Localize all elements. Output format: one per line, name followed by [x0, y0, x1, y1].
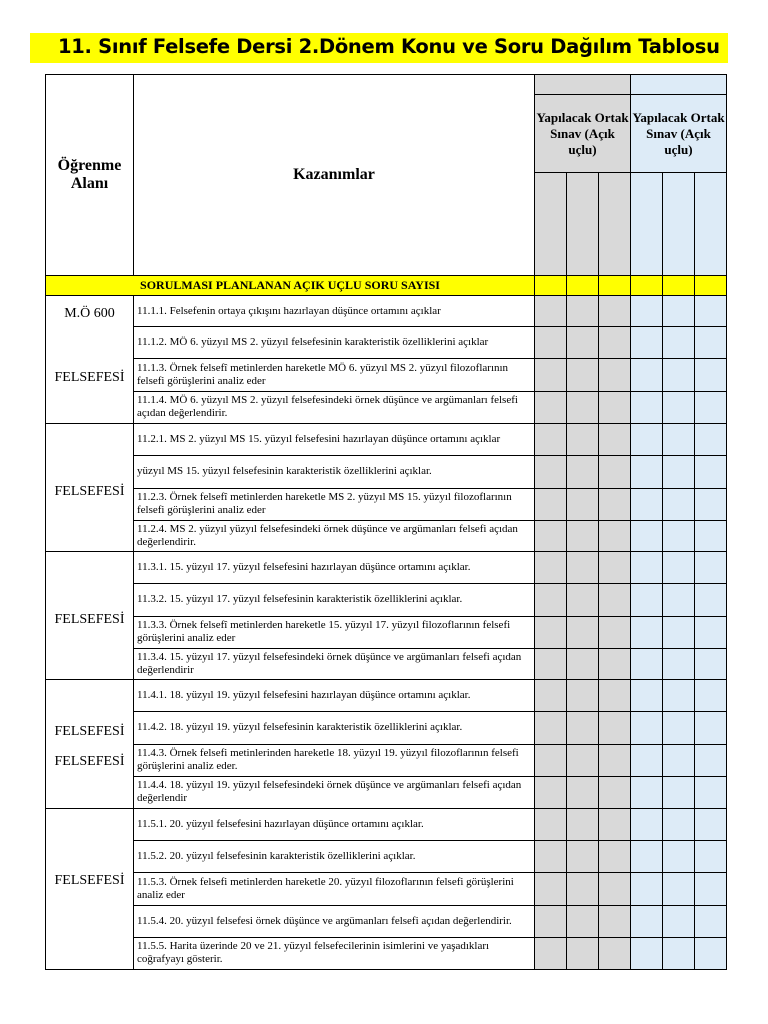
- learning-area-label: FELSEFESİ: [54, 612, 125, 627]
- header-cell: [631, 173, 663, 276]
- exam2-count-cell[interactable]: [631, 424, 663, 456]
- exam2-count-cell[interactable]: [631, 937, 663, 969]
- exam2-count-cell[interactable]: [663, 296, 695, 327]
- exam1-count-cell[interactable]: [599, 648, 631, 679]
- exam2-count-cell[interactable]: [663, 488, 695, 520]
- exam2-count-cell[interactable]: [663, 712, 695, 744]
- planned-cell[interactable]: [695, 276, 727, 296]
- header-exam1: Yapılacak Ortak Sınav (Açık uçlu): [535, 95, 631, 173]
- exam1-count-cell[interactable]: [567, 841, 599, 873]
- learning-area-group-4: [46, 680, 134, 809]
- outcome-text: 11.2.3. Örnek felsefî metinlerden hareketle MS 2. yüzyıl MS 15. yüzyıl filozoflarının felsefi görüşlerini analiz eder: [134, 488, 535, 520]
- exam2-count-cell[interactable]: [695, 873, 727, 905]
- exam2-count-cell[interactable]: [695, 296, 727, 327]
- exam1-count-cell[interactable]: [599, 584, 631, 616]
- outcome-text: 11.3.4. 15. yüzyıl 17. yüzyıl felsefesindeki örnek düşünce ve argümanları felsefi açıdan değerlendirir: [134, 648, 535, 679]
- outcome-text: 11.5.1. 20. yüzyıl felsefesini hazırlayan düşünce ortamını açıklar.: [134, 809, 535, 841]
- outcome-text: 11.1.2. MÖ 6. yüzyıl MS 2. yüzyıl felsefesinin karakteristik özelliklerini açıklar: [134, 327, 535, 359]
- exam1-count-cell[interactable]: [599, 873, 631, 905]
- outcome-text: 11.4.4. 18. yüzyıl 19. yüzyıl felsefesindeki örnek düşünce ve argümanları felsefi açıdan değerlendir: [134, 776, 535, 808]
- table-row: [46, 584, 727, 616]
- exam1-count-cell[interactable]: [567, 327, 599, 359]
- exam1-count-cell[interactable]: [567, 648, 599, 679]
- exam1-count-cell[interactable]: [535, 584, 567, 616]
- exam2-count-cell[interactable]: [663, 841, 695, 873]
- page-title: 11. Sınıf Felsefe Dersi 2.Dönem Konu ve Soru Dağılım Tablosu: [58, 35, 720, 58]
- exam1-count-cell[interactable]: [599, 327, 631, 359]
- learning-area-group-2: [46, 424, 134, 552]
- exam1-count-cell[interactable]: [567, 552, 599, 584]
- exam1-count-cell[interactable]: [567, 905, 599, 937]
- planned-cell[interactable]: [631, 276, 663, 296]
- exam2-count-cell[interactable]: [631, 552, 663, 584]
- exam2-count-cell[interactable]: [631, 873, 663, 905]
- exam1-count-cell[interactable]: [535, 327, 567, 359]
- outcome-text: 11.1.1. Felsefenin ortaya çıkışını hazırlayan düşünce ortamını açıklar: [134, 296, 535, 327]
- exam2-count-cell[interactable]: [631, 296, 663, 327]
- learning-area-label: FELSEFESİ: [54, 873, 125, 888]
- outcome-text: 11.5.4. 20. yüzyıl felsefesi örnek düşünce ve argümanları felsefi açıdan değerlendirir.: [134, 905, 535, 937]
- exam1-count-cell[interactable]: [535, 680, 567, 712]
- exam1-count-cell[interactable]: [535, 776, 567, 808]
- exam1-count-cell[interactable]: [567, 584, 599, 616]
- outcome-text: 11.2.1. MS 2. yüzyıl MS 15. yüzyıl felsefesini hazırlayan düşünce ortamını açıklar: [134, 424, 535, 456]
- table-row: [46, 841, 727, 873]
- header-cell: [663, 173, 695, 276]
- learning-area-group-1: [46, 296, 134, 424]
- planned-cell[interactable]: [535, 276, 567, 296]
- exam1-count-cell[interactable]: [599, 841, 631, 873]
- exam1-count-cell[interactable]: [567, 937, 599, 969]
- exam1-count-cell[interactable]: [567, 712, 599, 744]
- exam2-count-cell[interactable]: [695, 905, 727, 937]
- exam1-count-cell[interactable]: [535, 712, 567, 744]
- table-row: [46, 359, 727, 391]
- learning-area-label: FELSEFESİ: [54, 370, 125, 385]
- exam2-count-cell[interactable]: [695, 520, 727, 551]
- exam2-count-cell[interactable]: [695, 616, 727, 648]
- exam2-count-cell[interactable]: [663, 809, 695, 841]
- exam1-count-cell[interactable]: [535, 937, 567, 969]
- exam2-count-cell[interactable]: [695, 424, 727, 456]
- exam1-count-cell[interactable]: [567, 744, 599, 776]
- exam2-count-cell[interactable]: [631, 520, 663, 551]
- exam1-count-cell[interactable]: [567, 296, 599, 327]
- exam2-count-cell[interactable]: [631, 359, 663, 391]
- learning-area-label: FELSEFESİ: [54, 484, 125, 499]
- outcome-text: 11.2.4. MS 2. yüzyıl yüzyıl felsefesindeki örnek düşünce ve argümanları felsefi açıdan değerlendirir.: [134, 520, 535, 551]
- exam1-count-cell[interactable]: [567, 776, 599, 808]
- exam2-count-cell[interactable]: [631, 616, 663, 648]
- header-cell: [535, 173, 567, 276]
- exam2-count-cell[interactable]: [663, 327, 695, 359]
- learning-area-label: FELSEFESİ: [54, 754, 125, 769]
- distribution-table: [45, 74, 727, 970]
- exam2-count-cell[interactable]: [631, 648, 663, 679]
- table-row: [46, 616, 727, 648]
- exam2-count-cell[interactable]: [663, 520, 695, 551]
- table-row: [46, 296, 727, 327]
- exam2-count-cell[interactable]: [631, 712, 663, 744]
- planned-cell[interactable]: [663, 276, 695, 296]
- exam1-count-cell[interactable]: [535, 520, 567, 551]
- exam1-count-cell[interactable]: [599, 616, 631, 648]
- exam1-count-cell[interactable]: [535, 809, 567, 841]
- exam1-count-cell[interactable]: [535, 456, 567, 488]
- exam1-count-cell[interactable]: [535, 296, 567, 327]
- learning-area-group-3: [46, 552, 134, 680]
- exam1-count-cell[interactable]: [599, 488, 631, 520]
- exam2-count-cell[interactable]: [663, 680, 695, 712]
- exam1-count-cell[interactable]: [567, 873, 599, 905]
- table-row: [46, 680, 727, 712]
- exam1-count-cell[interactable]: [535, 424, 567, 456]
- header-exam2-top: [631, 75, 727, 95]
- exam2-count-cell[interactable]: [663, 456, 695, 488]
- exam1-count-cell[interactable]: [599, 359, 631, 391]
- exam1-count-cell[interactable]: [599, 296, 631, 327]
- planned-cell[interactable]: [599, 276, 631, 296]
- exam1-count-cell[interactable]: [535, 841, 567, 873]
- table-row: [46, 809, 727, 841]
- exam1-count-cell[interactable]: [599, 712, 631, 744]
- planned-cell[interactable]: [567, 276, 599, 296]
- exam2-count-cell[interactable]: [695, 744, 727, 776]
- exam2-count-cell[interactable]: [695, 680, 727, 712]
- exam1-count-cell[interactable]: [599, 776, 631, 808]
- exam1-count-cell[interactable]: [599, 680, 631, 712]
- header-exam2: Yapılacak Ortak Sınav (Açık uçlu): [631, 95, 727, 173]
- exam1-count-cell[interactable]: [567, 359, 599, 391]
- exam1-count-cell[interactable]: [535, 552, 567, 584]
- exam2-count-cell[interactable]: [663, 905, 695, 937]
- exam1-count-cell[interactable]: [567, 488, 599, 520]
- table-row: [46, 937, 727, 969]
- exam1-count-cell[interactable]: [535, 616, 567, 648]
- exam2-count-cell[interactable]: [631, 776, 663, 808]
- table-row: [46, 327, 727, 359]
- exam2-count-cell[interactable]: [695, 359, 727, 391]
- exam1-count-cell[interactable]: [535, 905, 567, 937]
- exam2-count-cell[interactable]: [631, 327, 663, 359]
- exam2-count-cell[interactable]: [631, 391, 663, 423]
- exam2-count-cell[interactable]: [663, 776, 695, 808]
- exam2-count-cell[interactable]: [663, 359, 695, 391]
- exam1-count-cell[interactable]: [535, 488, 567, 520]
- outcome-text: 11.5.3. Örnek felsefi metinlerden hareketle 20. yüzyıl filozoflarının felsefi görüşlerini analiz eder: [134, 873, 535, 905]
- exam2-count-cell[interactable]: [663, 648, 695, 679]
- exam2-count-cell[interactable]: [663, 616, 695, 648]
- exam1-count-cell[interactable]: [567, 456, 599, 488]
- exam1-count-cell[interactable]: [599, 552, 631, 584]
- planned-questions-label: SORULMASI PLANLANAN AÇIK UÇLU SORU SAYISI: [46, 276, 535, 296]
- exam2-count-cell[interactable]: [663, 744, 695, 776]
- exam1-count-cell[interactable]: [535, 744, 567, 776]
- exam1-count-cell[interactable]: [535, 648, 567, 679]
- header-cell: [599, 173, 631, 276]
- header-outcomes: Kazanımlar: [134, 75, 535, 276]
- exam1-count-cell[interactable]: [599, 456, 631, 488]
- table-row: [46, 905, 727, 937]
- exam2-count-cell[interactable]: [663, 391, 695, 423]
- learning-area-label: M.Ö 600: [64, 306, 115, 321]
- exam2-count-cell[interactable]: [695, 937, 727, 969]
- exam2-count-cell[interactable]: [695, 456, 727, 488]
- table-row: [46, 456, 727, 488]
- exam2-count-cell[interactable]: [695, 809, 727, 841]
- exam1-count-cell[interactable]: [599, 744, 631, 776]
- outcome-text: 11.5.2. 20. yüzyıl felsefesinin karakteristik özelliklerini açıklar.: [134, 841, 535, 873]
- exam2-count-cell[interactable]: [695, 841, 727, 873]
- outcome-text: 11.1.3. Örnek felsefî metinlerden hareketle MÖ 6. yüzyıl MS 2. yüzyıl filozoflarının felsefi görüşlerini analiz eder: [134, 359, 535, 391]
- exam2-count-cell[interactable]: [631, 456, 663, 488]
- exam2-count-cell[interactable]: [695, 648, 727, 679]
- exam1-count-cell[interactable]: [567, 391, 599, 423]
- exam1-count-cell[interactable]: [599, 905, 631, 937]
- exam2-count-cell[interactable]: [663, 873, 695, 905]
- exam2-count-cell[interactable]: [695, 584, 727, 616]
- header-exam1-top: [535, 75, 631, 95]
- exam1-count-cell[interactable]: [535, 359, 567, 391]
- exam1-count-cell[interactable]: [599, 520, 631, 551]
- table-row: [46, 488, 727, 520]
- exam2-count-cell[interactable]: [631, 488, 663, 520]
- exam1-count-cell[interactable]: [599, 937, 631, 969]
- exam2-count-cell[interactable]: [631, 809, 663, 841]
- exam1-count-cell[interactable]: [567, 520, 599, 551]
- outcome-text: 11.4.3. Örnek felsefi metinlerinden hareketle 18. yüzyıl 19. yüzyıl filozoflarının felsefi görüşlerini analiz eder.: [134, 744, 535, 776]
- exam2-count-cell[interactable]: [695, 327, 727, 359]
- exam2-count-cell[interactable]: [695, 552, 727, 584]
- exam2-count-cell[interactable]: [695, 712, 727, 744]
- table-row: [46, 648, 727, 679]
- title-bar: [30, 33, 728, 63]
- table-row: [46, 520, 727, 551]
- exam1-count-cell[interactable]: [567, 680, 599, 712]
- exam1-count-cell[interactable]: [535, 391, 567, 423]
- table-row: [46, 712, 727, 744]
- exam1-count-cell[interactable]: [567, 424, 599, 456]
- outcome-text: 11.3.3. Örnek felsefî metinlerden hareketle 15. yüzyıl 17. yüzyıl filozoflarının felsefi görüşlerini analiz eder: [134, 616, 535, 648]
- exam2-count-cell[interactable]: [695, 776, 727, 808]
- exam1-count-cell[interactable]: [567, 616, 599, 648]
- exam1-count-cell[interactable]: [567, 809, 599, 841]
- exam2-count-cell[interactable]: [695, 391, 727, 423]
- outcome-text: 11.3.1. 15. yüzyıl 17. yüzyıl felsefesini hazırlayan düşünce ortamını açıklar.: [134, 552, 535, 584]
- header-cell: [567, 173, 599, 276]
- exam2-count-cell[interactable]: [631, 680, 663, 712]
- exam1-count-cell[interactable]: [599, 424, 631, 456]
- learning-area-label: FELSEFESİ: [54, 724, 125, 739]
- header-area: Öğrenme Alanı: [46, 75, 134, 276]
- learning-area-group-5: [46, 809, 134, 970]
- table-row: [46, 552, 727, 584]
- exam2-count-cell[interactable]: [663, 424, 695, 456]
- outcome-text: 11.5.5. Harita üzerinde 20 ve 21. yüzyıl felsefecilerinin isimlerini ve yaşadıkları coğrafyayı gösterir.: [134, 937, 535, 969]
- exam1-count-cell[interactable]: [535, 873, 567, 905]
- exam1-count-cell[interactable]: [599, 809, 631, 841]
- outcome-text: yüzyıl MS 15. yüzyıl felsefesinin karakteristik özelliklerini açıklar.: [134, 456, 535, 488]
- header-cell: [695, 173, 727, 276]
- exam2-count-cell[interactable]: [695, 488, 727, 520]
- exam2-count-cell[interactable]: [631, 905, 663, 937]
- table-row: [46, 391, 727, 423]
- outcome-text: 11.1.4. MÖ 6. yüzyıl MS 2. yüzyıl felsefesindeki örnek düşünce ve argümanları felsefi açıdan değerlendirir.: [134, 391, 535, 423]
- exam2-count-cell[interactable]: [663, 584, 695, 616]
- outcome-text: 11.4.2. 18. yüzyıl 19. yüzyıl felsefesinin karakteristik özelliklerini açıklar.: [134, 712, 535, 744]
- outcome-text: 11.3.2. 15. yüzyıl 17. yüzyıl felsefesinin karakteristik özelliklerini açıklar.: [134, 584, 535, 616]
- exam2-count-cell[interactable]: [631, 584, 663, 616]
- table-row: [46, 776, 727, 808]
- table-row: [46, 873, 727, 905]
- exam2-count-cell[interactable]: [631, 841, 663, 873]
- table-row: [46, 744, 727, 776]
- exam1-count-cell[interactable]: [599, 391, 631, 423]
- outcome-text: 11.4.1. 18. yüzyıl 19. yüzyıl felsefesini hazırlayan düşünce ortamını açıklar.: [134, 680, 535, 712]
- exam2-count-cell[interactable]: [663, 552, 695, 584]
- exam2-count-cell[interactable]: [663, 937, 695, 969]
- table-row: [46, 424, 727, 456]
- exam2-count-cell[interactable]: [631, 744, 663, 776]
